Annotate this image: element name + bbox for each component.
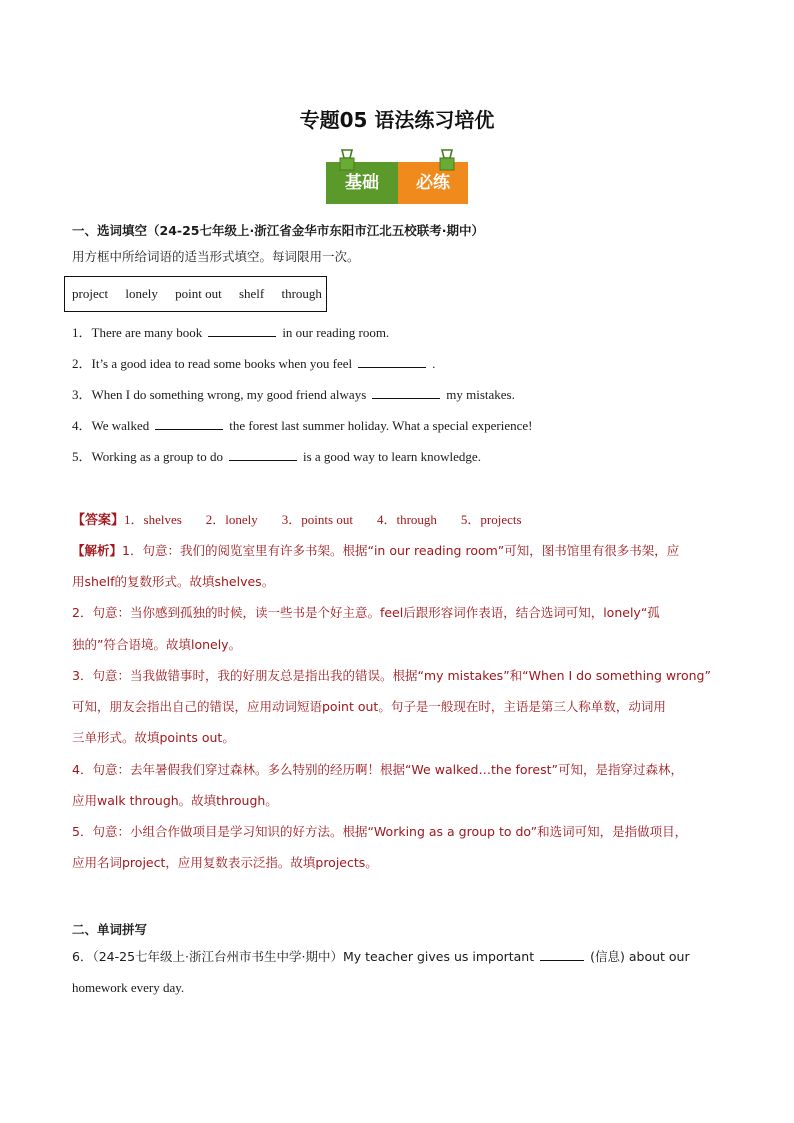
analysis-line: 3．句意：当我做错事时，我的好朋友总是指出我的错误。根据“my mistakes”和“When I do something wrong”	[72, 668, 711, 683]
answer-item: 4．through	[376, 512, 437, 527]
word-bank-item: shelf	[238, 286, 265, 301]
answer-label: 【答案】	[72, 513, 125, 528]
section-badge	[326, 148, 468, 206]
answer-key	[72, 511, 546, 530]
answer-item: 5．projects	[460, 512, 522, 527]
analysis-label: 【解析】	[72, 543, 123, 558]
analysis-line: 4．句意：去年暑假我们穿过森林。多么特别的经历啊！根据“We walked…the forest”可知，是指穿过森林，	[72, 762, 683, 777]
analysis-line: 可知，朋友会指出自己的错误，应用动词短语point out。句子是一般现在时，主语是第三人称单数，动词用	[72, 699, 666, 714]
question-6: 6．（24-25七年级上·浙江台州市书生中学·期中）My teacher gives us important (信息) about our	[72, 949, 690, 964]
word-bank-item: through	[281, 286, 322, 301]
analysis-line: 三单形式。故填points out。	[72, 730, 235, 745]
question-4: 4．We walked the forest last summer holiday. What a special experience!	[72, 418, 533, 433]
badge-right-label: 必练	[416, 173, 450, 193]
analysis-line: 【解析】1．句意：我们的阅览室里有许多书架。根据“in our reading room”可知，图书馆里有很多书架，应	[72, 543, 680, 558]
analysis-line: 应用walk through。故填through。	[72, 793, 278, 808]
word-bank-item: point out	[175, 286, 222, 301]
answer-item: 2．lonely	[205, 512, 258, 527]
answer-item: 3．points out	[281, 512, 353, 527]
analysis-line: 5．句意：小组合作做项目是学习知识的好方法。根据“Working as a group to do”和选词可知，是指做项目，	[72, 824, 688, 839]
analysis-line: 2．句意：当你感到孤独的时候，读一些书是个好主意。feel后跟形容词作表语，结合选词可知，lonely“孤	[72, 605, 660, 620]
answer-blank[interactable]	[358, 355, 426, 368]
answer-blank[interactable]	[540, 948, 584, 961]
question-1: 1．There are many book in our reading room.	[72, 325, 390, 340]
question-2: 2．It’s a good idea to read some books when you feel .	[72, 356, 436, 371]
word-bank-item: lonely	[125, 286, 158, 301]
analysis-line: 用shelf的复数形式。故填shelves。	[72, 574, 275, 589]
question-3: 3．When I do something wrong, my good friend always my mistakes.	[72, 387, 515, 402]
section-2-heading: 二、单词拼写	[72, 922, 148, 937]
answer-blank[interactable]	[155, 417, 223, 430]
badge-left-label: 基础	[345, 173, 379, 193]
answer-blank[interactable]	[208, 324, 276, 337]
answer-item: 1．shelves	[124, 512, 182, 527]
question-5: 5．Working as a group to do is a good way to learn knowledge.	[72, 449, 481, 464]
word-bank-item: project	[72, 286, 109, 301]
section-1-heading: 一、选词填空（24-25七年级上·浙江省金华市东阳市江北五校联考·期中）	[72, 223, 484, 238]
answer-blank[interactable]	[372, 386, 440, 399]
page-title: 专题05 语法练习培优	[299, 108, 495, 132]
answer-blank[interactable]	[229, 448, 297, 461]
word-bank-box	[64, 276, 327, 312]
analysis-line: 应用名词project，应用复数表示泛指。故填projects。	[72, 855, 378, 870]
question-6-continued: homework every day.	[72, 980, 185, 995]
section-1-instruction: 用方框中所给词语的适当形式填空。每词限用一次。	[72, 249, 360, 264]
analysis-line: 独的”符合语境。故填lonely。	[72, 637, 242, 652]
